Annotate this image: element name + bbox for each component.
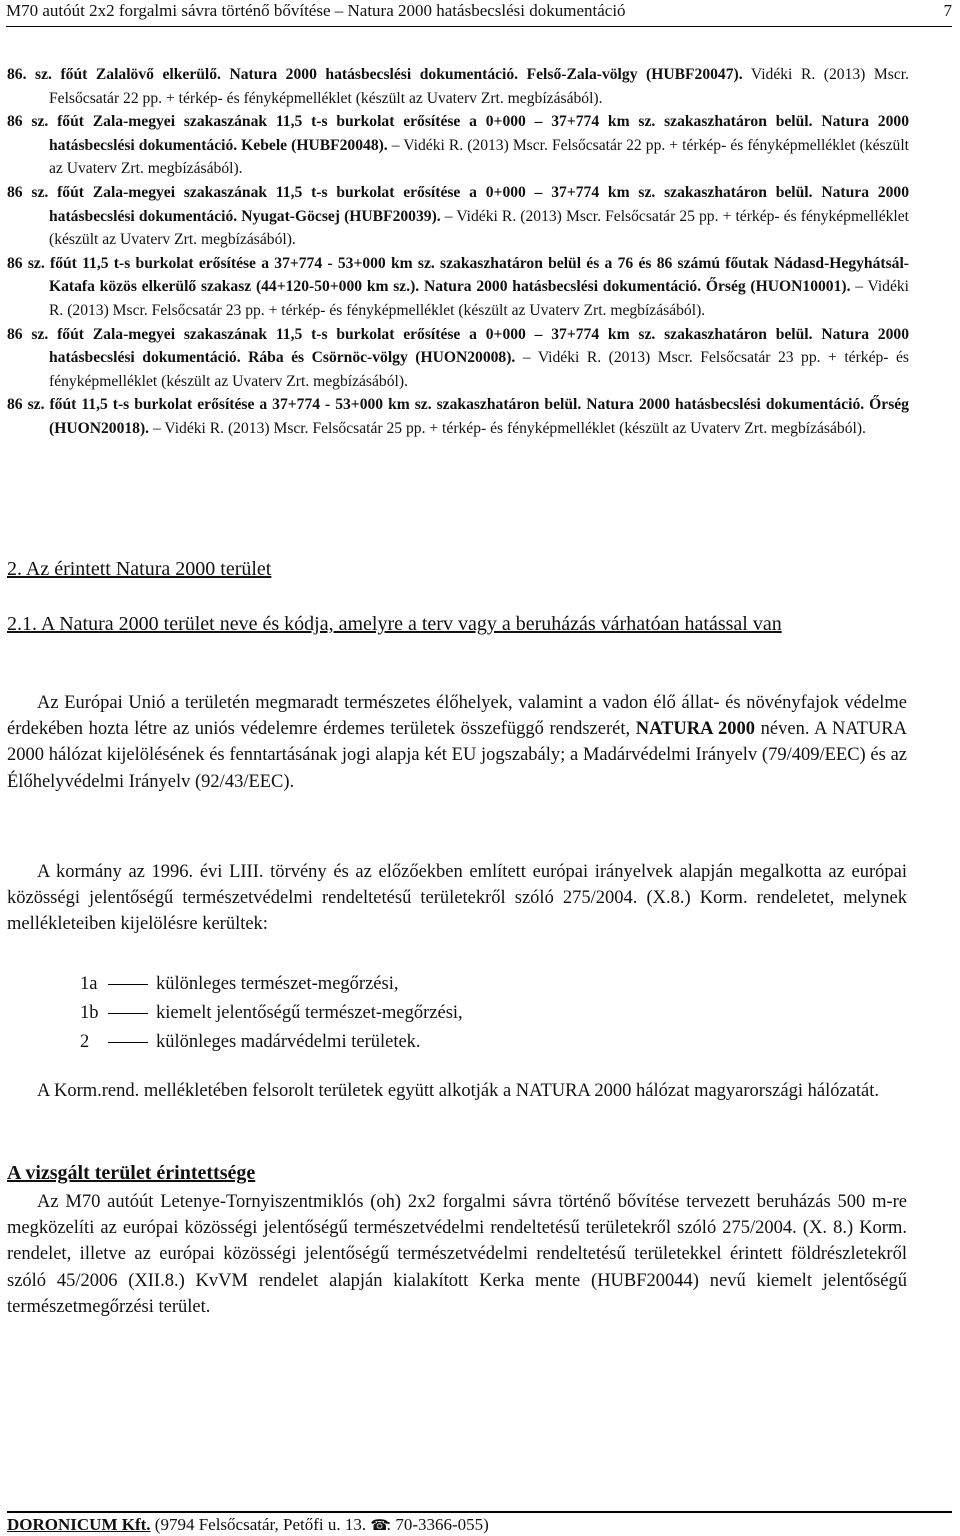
paragraph-examined-area: Az M70 autóút Letenye-Tornyiszentmiklós (oh) 2x2 forgalmi sávra történő bővítése tervezett beruházás 500 m-re megközelíti az európai közösségi jelentőségű természetvédelmi rendeltetésű területekről szóló 275/2004. (X. 8.) Korm. rendelet, illetve az európai közösségi jelentőségű természetvédelmi rendeltetésű területekkel érintett földrészletekről szóló 45/2006 (XII.8.) KvVM rendelet alapján kialakított Kerka mente (HUBF20044) nevű kiemelt jelentőségű természetmegőrzési terület. <box>7 1192 907 1317</box>
paragraph-government-decree: A kormány az 1996. évi LIII. törvény és az előzőekben említett európai irányelvek alapján megalkotta az európai közösségi jelentőségű természetvédelmi rendeltetésű területekről szóló 275/2004. (X.8.) Korm. rendeletet, melynek mellékleteiben kijelölésre kerültek: <box>7 862 907 935</box>
reference-road: főút Zala-megyei szakaszának 11,5 t-s burkolat erősítése a 0+000 – 37+774 km sz. szakaszhatáron belül. <box>57 183 813 201</box>
reference-document: Natura 2000 hatásbecslési dokumentáció. Felső-Zala-völgy (HUBF20047). <box>229 66 743 83</box>
header-title: M70 autóút 2x2 forgalmi sávra történő bővítése – Natura 2000 hatásbecslési dokumentáció <box>6 1 626 20</box>
paragraph-natura-intro <box>7 690 907 795</box>
list-item-text: kiemelt jelentőségű természet-megőrzési, <box>156 1003 463 1023</box>
reference-document: Natura 2000 hatásbecslési dokumentáció. Kebele (HUBF20048). <box>49 113 909 154</box>
reference-item <box>7 393 909 440</box>
reference-number: 86 sz. <box>7 113 49 131</box>
reference-item <box>7 323 909 394</box>
natura-bold-term: NATURA 2000 <box>635 719 756 740</box>
footer-address: (9794 Felsőcsatár, Petőfi u. 13. <box>150 1515 371 1534</box>
reference-details: – Vidéki R. (2013) Mscr. Felsőcsatár 25 pp. + térkép- és fényképmelléklet (készült az Uvaterv Zrt. megbízásából). <box>49 207 909 249</box>
page-header <box>6 0 952 27</box>
reference-document: Natura 2000 hatásbecslési dokumentáció. Rába és Csörnöc-völgy (HUON20008). <box>49 325 909 367</box>
reference-document: Natura 2000 hatásbecslési dokumentáció. Őrség (HUON10001). <box>423 278 851 296</box>
reference-item <box>7 63 909 110</box>
designation-list <box>80 970 680 1057</box>
reference-number: 86 sz. <box>7 183 49 201</box>
reference-road: főút Zala-megyei szakaszának 11,5 t-s burkolat erősítése a 0+000 – 37+774 km sz. szakaszhatáron belül. <box>57 325 813 343</box>
reference-road: főút 11,5 t-s burkolat erősítése a 37+774 - 53+000 km sz. szakaszhatáron belül és a 76 és 86 számú főutak Nádasd-Hegyhátsál-Katafa közös elkerülő szakasz (44+120-50+000 km sz.). <box>49 254 909 296</box>
subsection-heading: 2.1. A Natura 2000 terület neve és kódja, amelyre a terv vagy a beruházás várhatóan hatással van <box>7 613 782 635</box>
paragraph-text: néven. A NATURA 2000 hálózat kijelölésének és fenntartásának jogi alapja két EU jogszabály; a Madárvédelmi Irányelv (79/409/EEC) és az Élőhelyvédelmi Irányelv (92/43/EEC). <box>7 719 908 792</box>
reference-details: – Vidéki R. (2013) Mscr. Felsőcsatár 22 pp. + térkép- és fényképmelléklet (készült az Uvaterv Zrt. megbízásából). <box>49 136 910 178</box>
reference-item <box>7 110 909 181</box>
reference-document: Natura 2000 hatásbecslési dokumentáció. Nyugat-Göcsej (HUBF20039). <box>49 183 909 225</box>
reference-document: Natura 2000 hatásbecslési dokumentáció. Őrség (HUON20018). <box>49 396 909 437</box>
footer-company: DORONICUM Kft. <box>7 1515 151 1534</box>
paragraph-text: Az Európai Unió a területén megmaradt természetes élőhelyek, valamint a vadon élő állat- és növényfajok védelme érdekében hozta létre az uniós védelemre érdemes területek összefüggő rendszerét, <box>7 693 907 740</box>
reference-number: 86 sz. <box>7 254 45 272</box>
page-footer <box>7 1511 952 1536</box>
reference-item <box>7 181 909 252</box>
reference-road: főút Zalalövő elkerülő. <box>60 66 221 83</box>
list-item <box>80 1028 680 1057</box>
reference-details: – Vidéki R. (2013) Mscr. Felsőcsatár 23 pp. + térkép- és fényképmelléklet (készült az Uvaterv Zrt. megbízásából). <box>49 349 909 390</box>
section-heading: 2. Az érintett Natura 2000 terület <box>7 558 272 580</box>
list-item-code: 1b <box>80 1003 99 1023</box>
dash-separator <box>108 1042 148 1043</box>
list-item-text: különleges természet-megőrzési, <box>156 974 399 994</box>
reference-details: – Vidéki R. (2013) Mscr. Felsőcsatár 25 pp. + térkép- és fényképmelléklet (készült az Uvaterv Zrt. megbízásából). <box>152 419 866 437</box>
reference-number: 86 sz. <box>7 396 45 414</box>
reference-item <box>7 252 909 323</box>
list-item-code: 2 <box>80 1032 90 1052</box>
phone-icon: ☎ <box>370 1518 390 1534</box>
dash-separator <box>108 984 148 985</box>
reference-details: Vidéki R. (2013) Mscr. Felsőcsatár 22 pp. + térkép- és fényképmelléklet (készült az Uvaterv Zrt. megbízásából). <box>49 66 909 107</box>
reference-road: főút 11,5 t-s burkolat erősítése a 37+774 - 53+000 km sz. szakaszhatáron belül. <box>49 396 582 414</box>
reference-road: főút Zala-megyei szakaszának 11,5 t-s burkolat erősítése a 0+000 – 37+774 km sz. szakaszhatáron belül. <box>57 113 813 131</box>
list-item <box>80 970 680 999</box>
page-number: 7 <box>943 1 952 20</box>
dash-separator <box>108 1013 148 1014</box>
paragraph-network: A Korm.rend. mellékletében felsorolt területek együtt alkotják a NATURA 2000 hálózat magyarországi hálózatát. <box>37 1081 879 1101</box>
reference-number: 86 sz. <box>7 325 49 343</box>
list-item-text: különleges madárvédelmi területek. <box>156 1032 421 1052</box>
reference-number: 86. sz. <box>7 66 52 83</box>
footer-phone: : 70-3366-055) <box>386 1515 489 1534</box>
reference-details: – Vidéki R. (2013) Mscr. Felsőcsatár 23 pp. + térkép- és fényképmelléklet (készült az Uvaterv Zrt. megbízásából). <box>49 278 909 319</box>
list-item-code: 1a <box>80 974 98 994</box>
reference-list <box>7 63 909 441</box>
examined-area-heading: A vizsgált terület érintettsége <box>7 1162 256 1184</box>
list-item <box>80 999 680 1028</box>
